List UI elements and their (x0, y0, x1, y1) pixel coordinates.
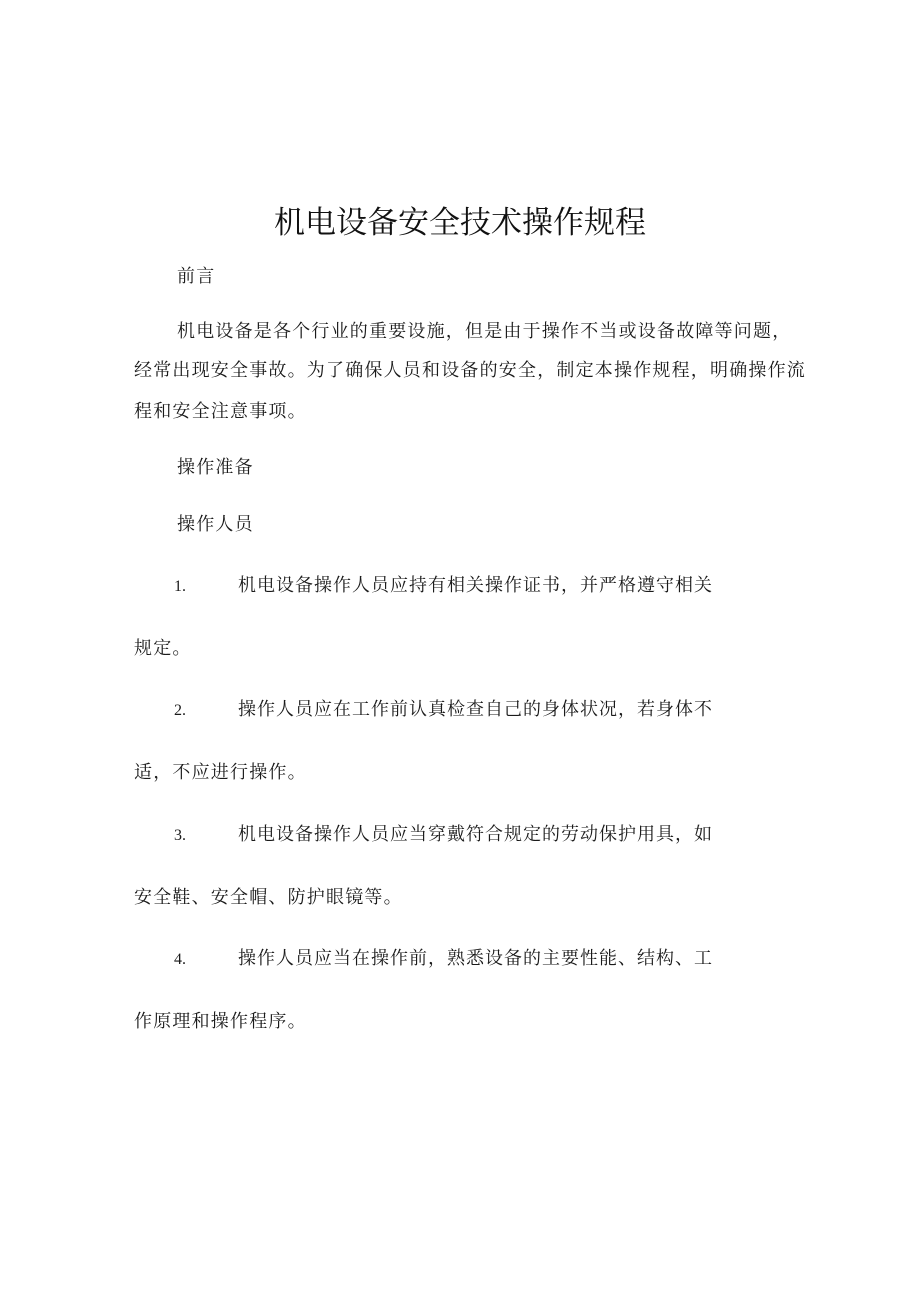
list-item-text: 机电设备操作人员应持有相关操作证书，并严格遵守相关 (238, 575, 713, 596)
list-item-continuation: 安全鞋、安全帽、防护眼镜等。 (134, 887, 403, 908)
list-item-text: 操作人员应在工作前认真检查自己的身体状况，若身体不 (238, 699, 713, 720)
preface-line-2: 经常出现安全事故。为了确保人员和设备的安全，制定本操作规程，明确操作流 (134, 360, 806, 381)
preface-line-3: 程和安全注意事项。 (134, 401, 307, 422)
list-item-continuation: 适，不应进行操作。 (134, 762, 307, 783)
preface-heading: 前言 (177, 266, 216, 287)
document-title: 机电设备安全技术操作规程 (274, 205, 646, 241)
list-item-text: 操作人员应当在操作前，熟悉设备的主要性能、结构、工 (238, 948, 713, 969)
section-heading: 操作准备 (177, 457, 254, 478)
list-item-number: 2. (174, 702, 186, 719)
list-item-continuation: 作原理和操作程序。 (134, 1011, 307, 1032)
list-item-continuation: 规定。 (134, 638, 192, 659)
preface-line-1: 机电设备是各个行业的重要设施，但是由于操作不当或设备故障等问题， (177, 321, 792, 342)
subsection-heading: 操作人员 (177, 514, 254, 535)
list-item-number: 3. (174, 827, 186, 844)
list-item-number: 1. (174, 578, 186, 595)
list-item-number: 4. (174, 951, 186, 968)
list-item-text: 机电设备操作人员应当穿戴符合规定的劳动保护用具，如 (238, 824, 713, 845)
